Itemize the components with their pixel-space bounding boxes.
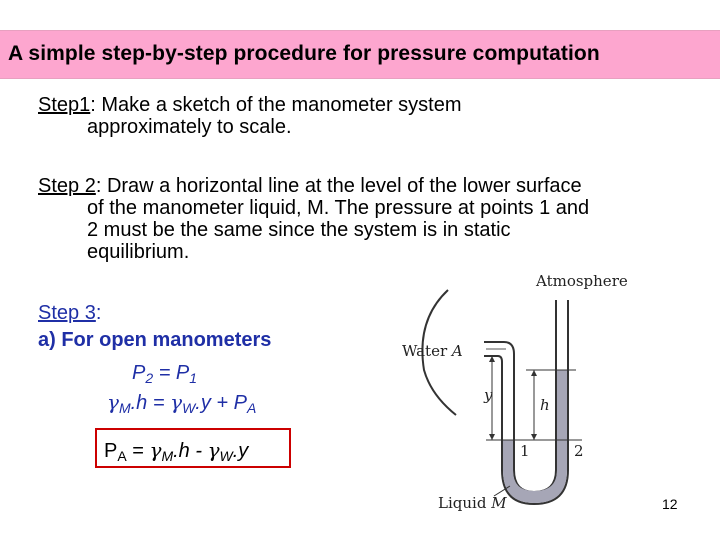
atmosphere-label: Atmosphere <box>536 272 628 290</box>
step3-colon: : <box>95 302 102 324</box>
liquid-label: Liquid M <box>438 494 507 512</box>
step3-label: Step 3 <box>38 302 96 324</box>
slide-title: A simple step-by-step procedure for pressure computation <box>8 42 600 65</box>
y-label: y <box>484 386 493 404</box>
step2-label: Step 2 <box>38 175 96 197</box>
point-1-label: 1 <box>520 442 530 460</box>
step1-line2: approximately to scale. <box>87 116 292 138</box>
step2-line4: equilibrium. <box>87 241 190 263</box>
step1-block <box>38 94 462 138</box>
equation-pressure-balance: $\gamma_M.h = \gamma_W.y + P_A$ <box>107 390 257 416</box>
step3-block <box>38 302 271 351</box>
step2-line1: : Draw a horizontal line at the level of the lower surface <box>95 175 582 197</box>
h-label: h <box>540 396 550 414</box>
equation-p2-p1: $P_2 = P_1$ <box>132 362 198 386</box>
step2-line2: of the manometer liquid, M. The pressure at points 1 and <box>87 197 590 219</box>
water-label: Water A <box>402 342 463 360</box>
step1-line1: : Make a sketch of the manometer system <box>90 94 462 116</box>
step3-subheading: a) For open manometers <box>38 329 272 351</box>
manometer-diagram <box>386 260 640 518</box>
result-formula: $P_A = \gamma_M.h - \gamma_W.y$ <box>104 438 249 464</box>
step2-block <box>38 175 589 263</box>
point-2-label: 2 <box>574 442 584 460</box>
step1-label: Step1 <box>38 94 91 116</box>
step2-line3: 2 must be the same since the system is in static <box>87 219 511 241</box>
page-number: 12 <box>662 496 678 512</box>
